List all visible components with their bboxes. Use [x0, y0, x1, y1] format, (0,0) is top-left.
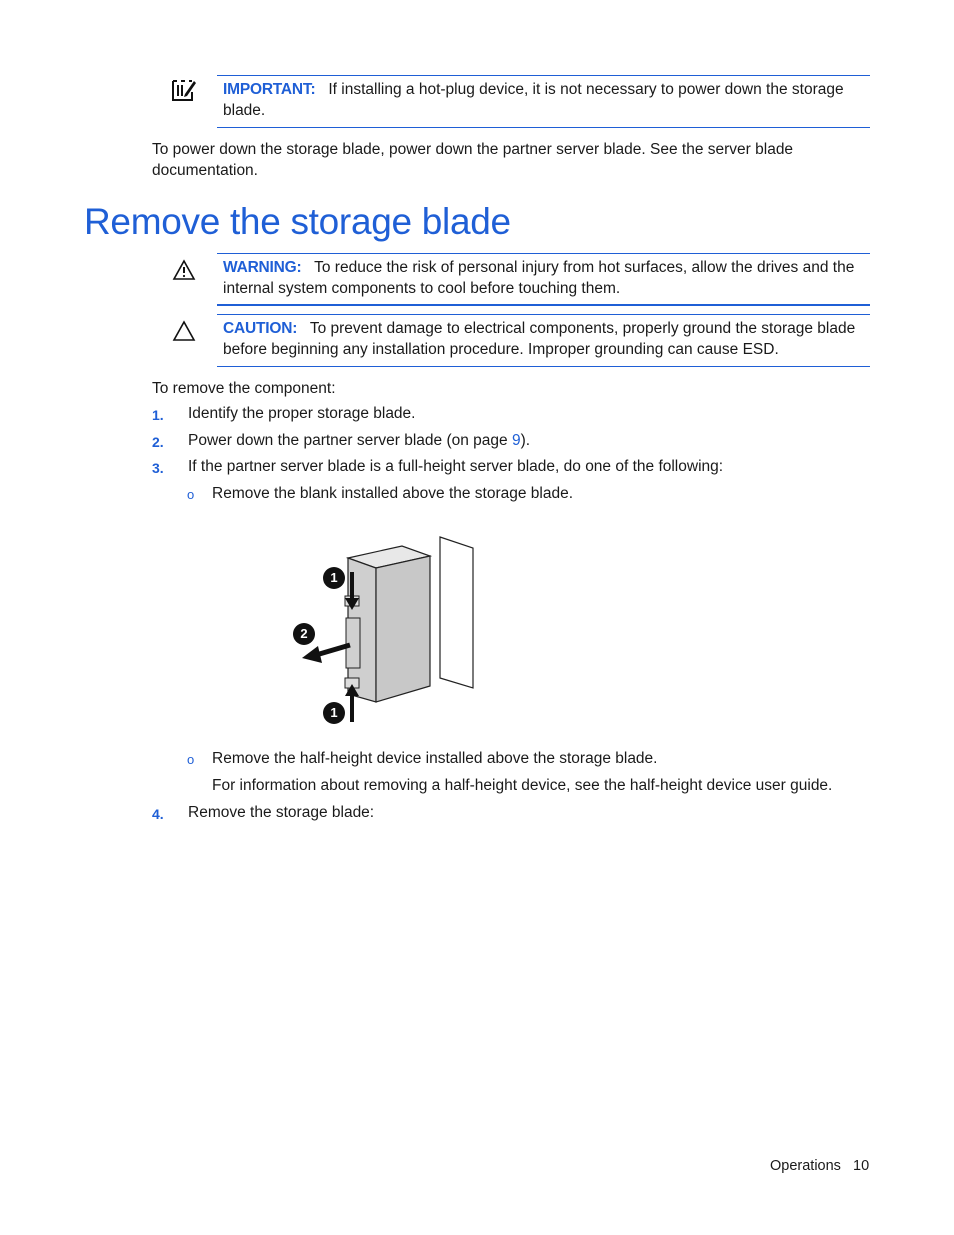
- callout-1-bottom-label: 1: [330, 705, 338, 720]
- important-note: [223, 79, 868, 121]
- intro-paragraph: To power down the storage blade, power down the partner server blade. See the server blade documentation.: [152, 141, 794, 179]
- step-3-text: If the partner server blade is a full-height server blade, do one of the following:: [188, 458, 724, 475]
- sub-option-1-text: Remove the blank installed above the storage blade.: [212, 485, 574, 502]
- callout-2-label: 2: [300, 626, 308, 641]
- important-label: IMPORTANT:: [223, 81, 316, 98]
- caution-bottom-rule: [217, 366, 870, 367]
- caution-top-rule: [217, 314, 870, 315]
- callout-1-top: [323, 567, 345, 589]
- warning-triangle-icon: [172, 259, 198, 285]
- important-note-icon: [170, 77, 196, 103]
- warning-text: To reduce the risk of personal injury from hot surfaces, allow the drives and the internal system components to cool before touching them.: [223, 259, 855, 297]
- callout-1-top-label: 1: [330, 570, 338, 585]
- step-2-number: 2.: [152, 434, 164, 450]
- important-text: If installing a hot-plug device, it is not necessary to power down the storage blade.: [223, 81, 844, 119]
- page-link[interactable]: 9: [511, 432, 521, 449]
- callout-1-bottom: [323, 702, 345, 724]
- footer-section: Operations: [770, 1158, 841, 1174]
- procedure-intro: To remove the component:: [152, 380, 336, 397]
- caution-label: CAUTION:: [223, 320, 298, 337]
- sub-option-2-text: Remove the half-height device installed above the storage blade.: [212, 750, 658, 767]
- section-heading: Remove the storage blade: [84, 201, 511, 242]
- footer-page-number: 10: [853, 1158, 870, 1174]
- step-2: [188, 432, 530, 450]
- caution-note: [223, 318, 868, 360]
- important-top-rule: [217, 75, 870, 76]
- warning-top-rule: [217, 253, 870, 254]
- sub-option-2-detail: For information about removing a half-height device, see the half-height device user guide.: [212, 777, 833, 794]
- blade-removal-figure: [290, 530, 480, 730]
- step-2-text-after: ).: [520, 432, 531, 449]
- step-4-number: 4.: [152, 806, 164, 822]
- callout-2: [293, 623, 315, 645]
- step-1-text: Identify the proper storage blade.: [188, 405, 416, 422]
- sub-option-1-bullet: o: [187, 487, 195, 502]
- warning-note: [223, 257, 868, 299]
- sub-option-2-bullet: o: [187, 752, 195, 767]
- step-3-number: 3.: [152, 460, 164, 476]
- step-4-text: Remove the storage blade:: [188, 804, 375, 821]
- warning-label: WARNING:: [223, 259, 302, 276]
- caution-triangle-icon: [172, 320, 198, 346]
- caution-text: To prevent damage to electrical components, properly ground the storage blade before beginning any installation procedure. Improper grounding can cause ESD.: [223, 320, 856, 358]
- step-1-number: 1.: [152, 407, 164, 423]
- important-bottom-rule: [217, 127, 870, 128]
- warning-bottom-rule: [217, 304, 870, 306]
- step-2-text-before: Power down the partner server blade (on page: [188, 432, 512, 449]
